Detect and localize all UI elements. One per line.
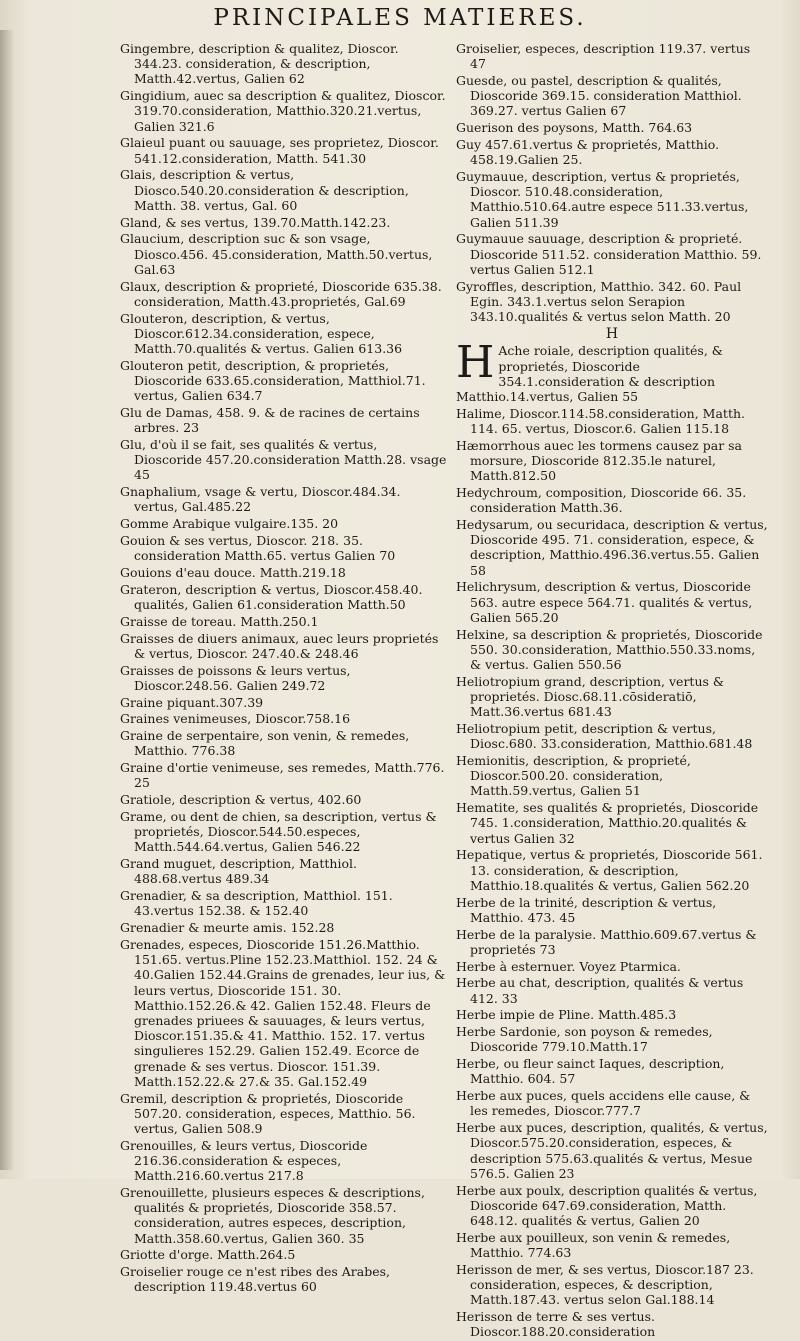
index-entry: Halime, Dioscor.114.58.consideration, Matth. 114. 65. vertus, Dioscor.6. Galien 115.18 (456, 405, 746, 437)
index-entry-text: Ache roiale, description qualités, & proprietés, Dioscoride 354.1.consideration & description Matthio.14.vertus, Galien 55 (456, 343, 723, 405)
index-entry: Graine piquant.307.39 (120, 694, 264, 710)
index-entry: Gingidium, auec sa description & qualitez, Dioscor. 319.70.consideration, Matthio.320.21.vertus, Galien 321.6 (120, 88, 446, 134)
index-entry: Herbe de la trinité, description & vertus, Matthio. 473. 45 (456, 894, 717, 925)
index-entry: Guymauue sauuage, description & proprieté. Dioscoride 511.52. consideration Matthio. 59. vertus Galien 512.1 (456, 231, 762, 277)
index-entry: Guymauue, description, vertus & proprietés, Dioscor. 510.48.consideration, Matthio.510.64.autre espece 511.33.vertus, Galien 511.39 (456, 169, 749, 230)
index-entry: Glaux, description & proprieté, Dioscoride 635.38. consideration, Matth.43.proprietés, Gal.69 (120, 278, 442, 309)
index-column-left (120, 41, 448, 1296)
index-entry: Hedychroum, composition, Dioscoride 66. 35. consideration Matth.36. (456, 485, 747, 516)
index-entry: Gouions d'eau douce. Matth.219.18 (120, 565, 346, 581)
index-entry: Glouteron petit, description, & proprietés, Dioscoride 633.65.consideration, Matthiol.71. vertus, Galien 634.7 (120, 357, 426, 404)
index-entry: Herbe aux poulx, description qualités & vertus, Dioscoride 647.69.consideration, Matth. 648.12. qualités & vertus, Galien 20 (456, 1182, 758, 1229)
index-entry: Gland, & ses vertus, 139.70.Matth.142.23. (120, 214, 391, 230)
index-entry: Glu, d'où il se fait, ses qualités & vertus, Dioscoride 457.20.consideration Matth.28. vsage 45 (120, 437, 447, 483)
index-entry: Graine d'ortie venimeuse, ses remedes, Matth.776. 25 (120, 760, 445, 791)
index-entry: Gomme Arabique vulgaire.135. 20 (120, 516, 339, 532)
index-entry: Grenadier & meurte amis. 152.28 (120, 920, 335, 936)
index-entry: Griotte d'orge. Matth.264.5 (120, 1247, 296, 1263)
index-entry: Gremil, description & proprietés, Dioscoride 507.20. consideration, especes, Matthio. 56. vertus, Galien 508.9 (120, 1090, 416, 1137)
index-entry: Grenadier, & sa description, Matthiol. 151. 43.vertus 152.38. & 152.40 (120, 888, 393, 919)
index-entry: Graine de serpentaire, son venin, & remedes, Matthio. 776.38 (120, 728, 410, 759)
index-entry: Heliotropium petit, description & vertus, Diosc.680. 33.consideration, Matthio.681.48 (456, 721, 753, 752)
index-entry: Hepatique, vertus & proprietés, Dioscoride 561. 13. consideration, & description, Matthio.18.qualités & vertus, Galien 562.20 (456, 847, 763, 893)
index-group-g (456, 41, 768, 324)
index-entry: Hematite, ses qualités & proprietés, Dioscoride 745. 1.consideration, Matthio.20.qualités & vertus Galien 32 (456, 800, 759, 846)
index-entry: Grame, ou dent de chien, sa description, vertus & proprietés, Dioscor.544.50.especes, Matth.544.64.vertus, Galien 546.22 (120, 809, 437, 855)
index-entry: Grateron, description & vertus, Dioscor.458.40. qualités, Galien 61.consideration Matth.50 (120, 581, 423, 613)
dropcap-letter: H (456, 337, 495, 389)
index-entry: Herisson de mer, & ses vertus, Dioscor.187 23. consideration, especes, & description, Matth.187.43. vertus selon Gal.188.14 (456, 1261, 754, 1308)
index-entry: Grenouilles, & leurs vertus, Dioscoride 216.36.consideration & especes, Matth.216.60.vertus 217.8 (120, 1137, 368, 1184)
index-entry: Glaieul puant ou sauuage, ses proprietez, Dioscor. 541.12.consideration, Matth. 541.30 (120, 135, 439, 166)
index-entry: Herbe Sardonie, son poyson & remedes, Dioscoride 779.10.Matth.17 (456, 1024, 713, 1055)
index-entry: Herbe, ou fleur sainct Iaques, description, Matthio. 604. 57 (456, 1056, 725, 1087)
index-column-right (456, 41, 768, 1341)
index-entry: Hæmorrhous auec les tormens causez par sa morsure, Dioscoride 812.35.le naturel, Matth.812.50 (456, 437, 743, 484)
index-entry: Helxine, sa description & proprietés, Dioscoride 550. 30.consideration, Matthio.550.33.noms, & vertus. Galien 550.56 (456, 626, 763, 673)
index-entry: Graisses de diuers animaux, auec leurs proprietés & vertus, Dioscor. 247.40.& 248.46 (120, 630, 439, 661)
index-entry: Herbe aux puces, quels accidens elle cause, & les remedes, Dioscor.777.7 (456, 1088, 751, 1119)
index-entry: Hedysarum, ou securidaca, description & vertus, Dioscoride 495. 71. consideration, espece, & description, Matthio.496.36.vertus.55. Galien 58 (456, 517, 768, 578)
index-entry: Glouteron, description, & vertus, Dioscor.612.34.consideration, espece, Matth.70.qualités & vertus. Galien 613.36 (120, 310, 403, 357)
index-entry: Hemionitis, description, & proprieté, Dioscor.500.20. consideration, Matth.59.vertus, Galien 51 (456, 753, 691, 799)
index-entry: Graines venimeuses, Dioscor.758.16 (120, 711, 351, 727)
index-entry: Herbe impie de Pline. Matth.485.3 (456, 1007, 677, 1023)
index-entry: Guerison des poysons, Matth. 764.63 (456, 120, 693, 136)
binding-shadow (0, 30, 14, 1170)
index-group-h (456, 406, 768, 1340)
index-entry: Groiselier, especes, description 119.37. vertus 47 (456, 41, 751, 72)
index-entry: Gratiole, description & vertus, 402.60 (120, 792, 362, 808)
index-entry: Herbe à esternuer. Voyez Ptarmica. (456, 958, 681, 974)
index-entry: Grenades, especes, Dioscoride 151.26.Matthio. 151.65. vertus.Pline 152.23.Matthiol. 152. 24 & 40.Galien 152.44.Grains de grenades, leur ius, & leurs vertus, Dioscoride 151. 30. Matthio.152.26.& 42. Galien 152.48. Fleurs de grenades priuees & sauuages, & leurs vertus, Dioscor.151.35.& 41. Matthio. 152. 17. vertus singulieres 152.29. Galien 152.49. Ecorce de grenade & ses vertus. Dioscor. 151.39. Matth.152.22.& 27.& 35. Gal.152.49 (120, 937, 446, 1089)
index-entry: Glu de Damas, 458. 9. & de racines de certains arbres. 23 (120, 405, 420, 436)
index-entry: Helichrysum, description & vertus, Dioscoride 563. autre espece 564.71. qualités & vertus, Galien 565.20 (456, 579, 753, 625)
index-entry: Graisses de poissons & leurs vertus, Dioscor.248.56. Galien 249.72 (120, 662, 351, 693)
index-entry: Glais, description & vertus, Diosco.540.20.consideration & description, Matth. 38. vertus, Gal. 60 (120, 167, 409, 213)
index-entry: Grenouillette, plusieurs especes & descriptions, qualités & proprietés, Dioscoride 358.57. consideration, autres especes, description, Matth.358.60.vertus, Galien 360. 35 (120, 1185, 425, 1246)
index-entry: Gyroffles, description, Matthio. 342. 60. Paul Egin. 343.1.vertus selon Serapion 343.10.qualités & vertus selon Matth. 20 (456, 278, 742, 325)
index-entry: Grand muguet, description, Matthiol. 488.68.vertus 489.34 (120, 856, 357, 887)
index-entry: Heliotropium grand, description, vertus & proprietés. Diosc.68.11.cōsideratiō, Matt.36.vertus 681.43 (456, 673, 725, 720)
section-letter: H (605, 326, 619, 343)
index-entry: Herbe aux pouilleux, son venin & remedes, Matthio. 774.63 (456, 1229, 731, 1261)
index-entry: Herisson de terre & ses vertus. Dioscor.188.20.consideration (456, 1309, 656, 1340)
index-entry: Guy 457.61.vertus & proprietés, Matthio. 458.19.Galien 25. (456, 137, 720, 168)
index-entry: Herbe de la paralysie. Matthio.609.67.vertus & proprietés 73 (456, 926, 757, 957)
index-entry: Gingembre, description & qualitez, Dioscor. 344.23. consideration, & description, Matth.42.vertus, Galien 62 (120, 41, 399, 87)
index-entry: Gouion & ses vertus, Dioscor. 218. 35. consideration Matth.65. vertus Galien 70 (120, 533, 396, 564)
index-entry: Herbe au chat, description, qualités & vertus 412. 33 (456, 975, 744, 1006)
index-entry: Graisse de toreau. Matth.250.1 (120, 613, 319, 629)
index-entry: Glaucium, description suc & son vsage, Diosco.456. 45.consideration, Matth.50.vertus, Gal.63 (120, 231, 433, 277)
page-title: PRINCIPALES MATIERES. (213, 5, 587, 31)
index-entry-h-first (456, 337, 768, 405)
index-entry: Groiselier rouge ce n'est ribes des Arabes, description 119.48.vertus 60 (120, 1264, 391, 1295)
index-entry: Gnaphalium, vsage & vertu, Dioscor.484.34. vertus, Gal.485.22 (120, 484, 401, 515)
index-entry: Guesde, ou pastel, description & qualités, Dioscoride 369.15. consideration Matthiol. 369.27. vertus Galien 67 (456, 73, 742, 119)
index-entry: Herbe aux puces, description, qualités, & vertus, Dioscor.575.20.consideration, especes, & description 575.63.qualités & vertus, Mesue 576.5. Galien 23 (456, 1120, 768, 1181)
